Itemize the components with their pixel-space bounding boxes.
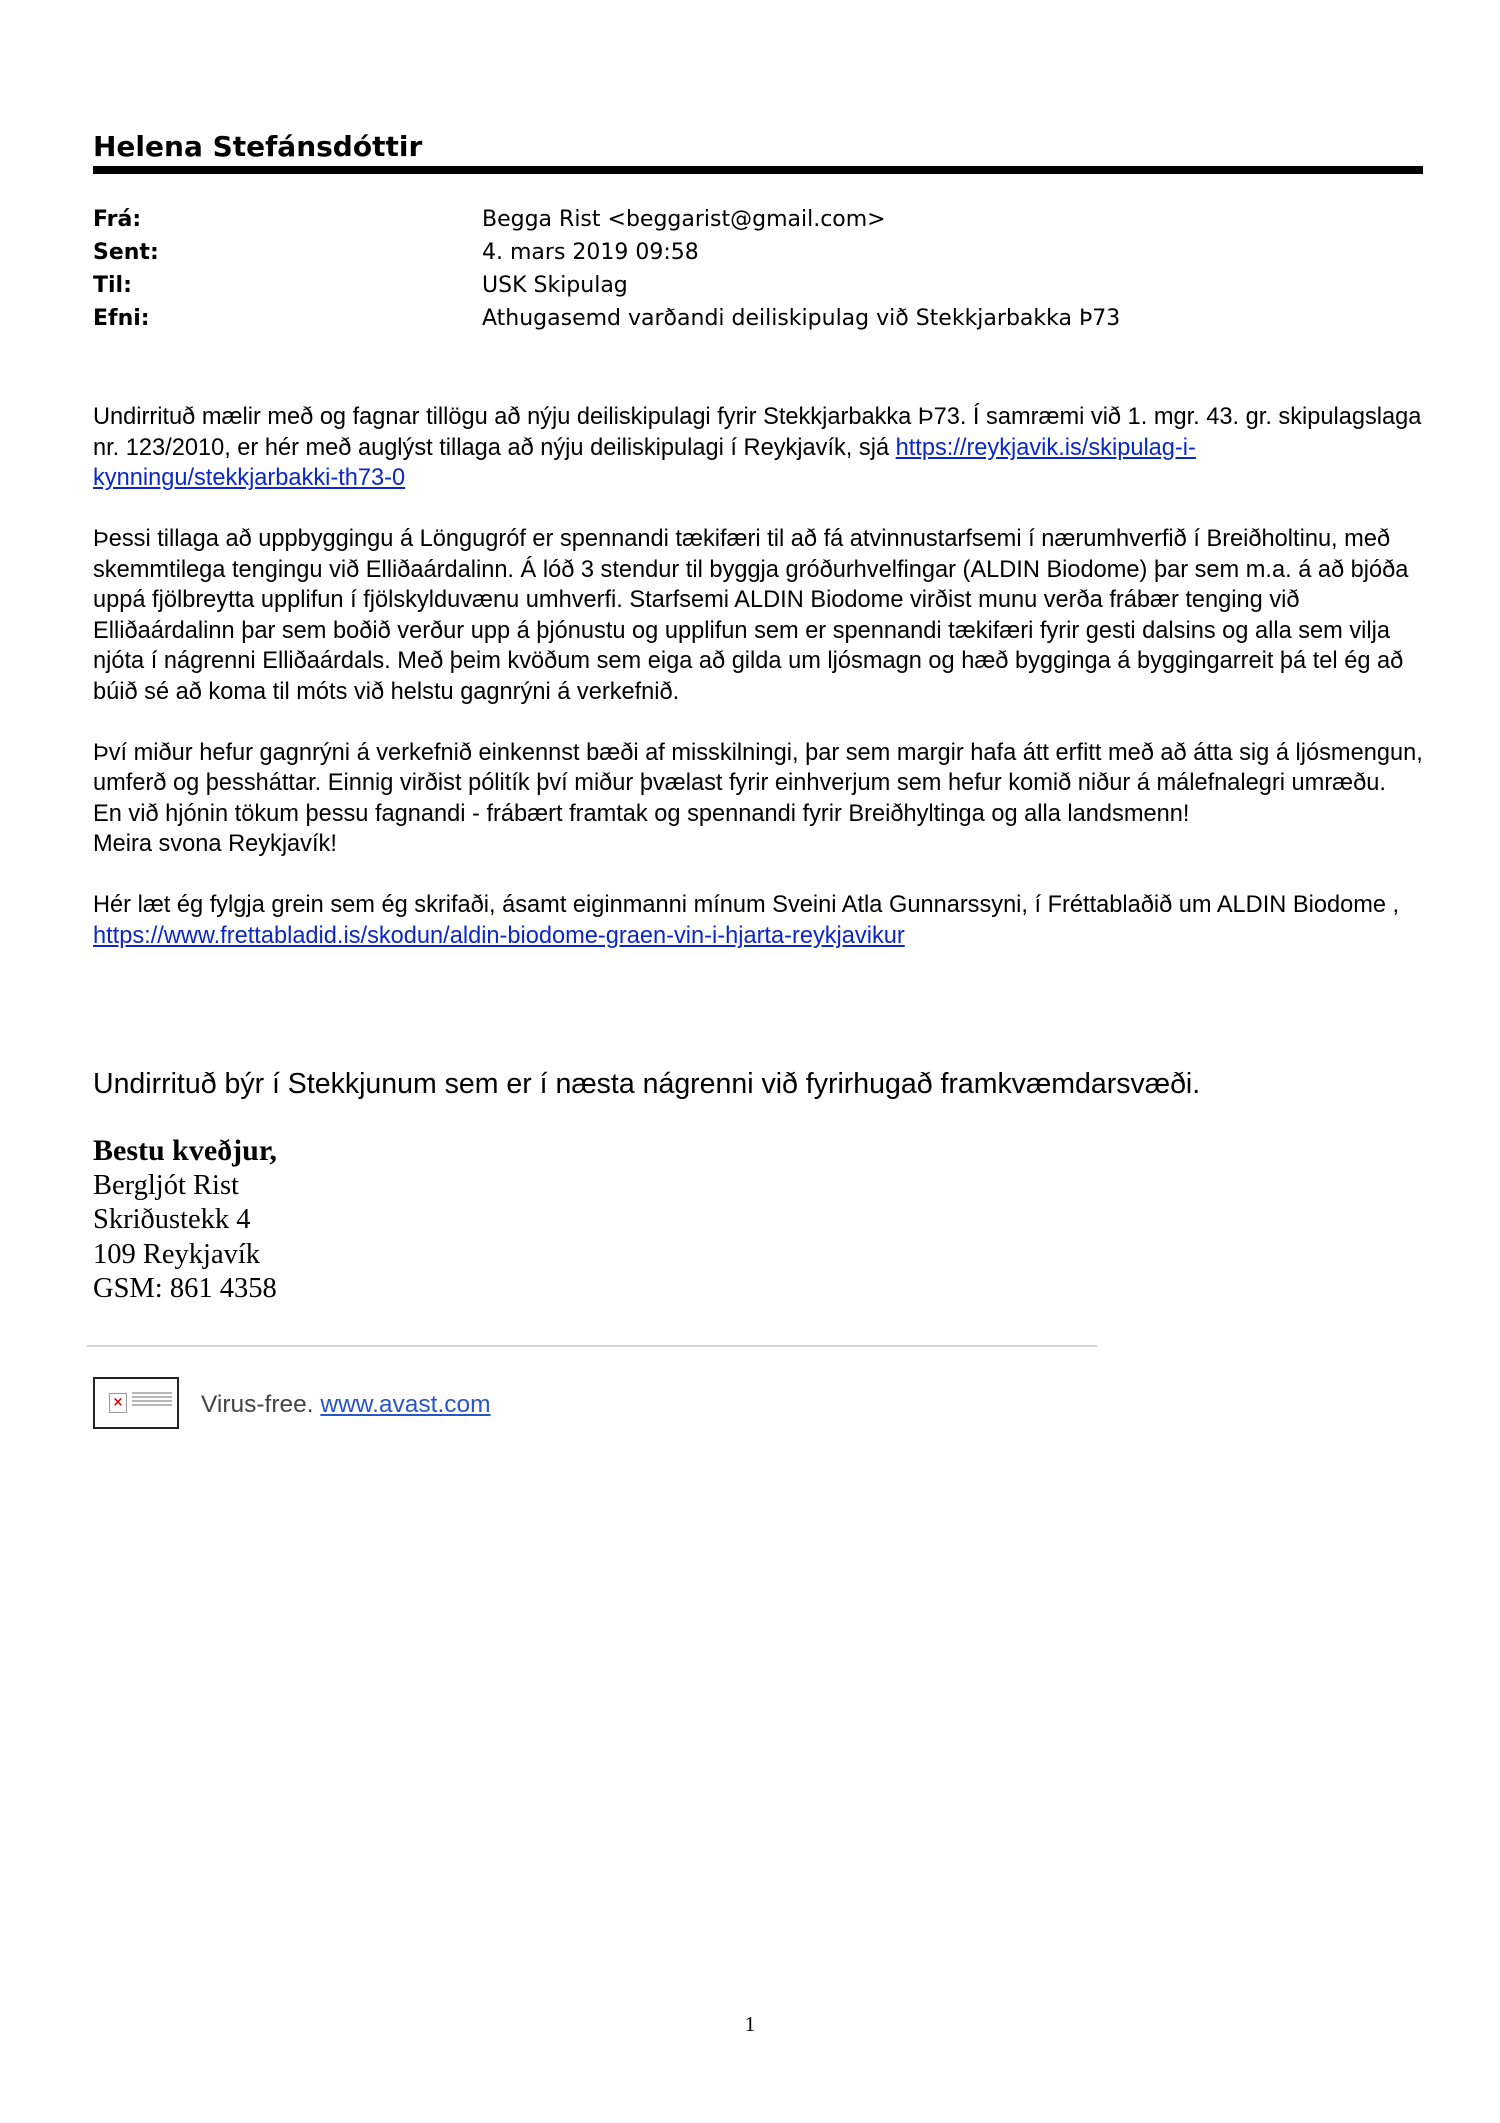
page-number: 1 [744,2012,756,2036]
virus-free-text: Virus-free. [201,1391,321,1418]
from-label: Frá: [93,207,142,232]
to-row [93,269,1423,302]
paragraph-intro [93,402,1433,494]
virus-free-line [201,1391,491,1419]
signature-city: 109 Reykjavík [93,1238,261,1270]
paragraph-intro-text: Undirrituð mælir með og fagnar tillögu að nýju deiliskipulagi fyrir Stekkjarbakka Þ73. Í samræmi við 1. mgr. 43. gr. skipulagslaga nr. 123/2010, er hér með auglýst tillaga að nýju deiliskipulagi í Reykjavík, sjá [93,404,1422,461]
sent-row [93,236,1423,269]
badge-fine-print [132,1392,172,1412]
subject-row [93,302,1423,335]
footer-divider [87,1345,1097,1347]
from-row [93,203,1423,236]
to-value: USK Skipulag [482,273,628,298]
paragraph-more: Meira svona Reykjavík! [93,831,337,857]
paragraph-article-text: Hér læt ég fylgja grein sem ég skrifaði, ásamt eiginmanni mínum Sveini Atla Gunnarssyni, í Fréttablaðið um ALDIN Biodome , [93,892,1400,918]
sent-value: 4. mars 2019 09:58 [482,240,699,265]
signature-block [93,1134,277,1307]
paragraph-proposal: Þessi tillaga að uppbyggingu á Löngugróf er spennandi tækifæri til að fá atvinnustarfsemi í nærumhverfið í Breiðholtinu, með skemmtilega tengingu við Elliðaárdalinn. Á lóð 3 stendur til byggja gróðurhvelfingar (ALDIN Biodome) þar sem m.a. á að bjóða uppá fjölbreytta upplifun í fjölskylduvænu umhverfi. Starfsemi ALDIN Biodome virðist munu verða frábær tenging við Elliðaárdalinn þar sem boðið verður upp á þjónustu og upplifun sem er spennandi tækifæri fyrir gesti dalsins og alla sem vilja njóta í nágrenni Elliðaárdals. Með þeim kvöðum sem eiga að gilda um ljósmagn og hæð bygginga á byggingarreit þá tel ég að búið sé að koma til móts við helstu gagnrýni á verkefnið. [93,526,1409,705]
signature-greeting: Bestu kveðjur, [93,1134,277,1167]
email-headers [93,203,1423,335]
print-header-name: Helena Stefánsdóttir [93,130,423,163]
frettabladid-article-link[interactable]: https://www.frettabladid.is/skodun/aldin-biodome-graen-vin-i-hjarta-reykjavikur [93,922,905,949]
avast-badge-image[interactable] [93,1377,179,1429]
paragraph-criticism: Því miður hefur gagnrýni á verkefnið einkennst bæði af misskilningi, þar sem margir hafa átt erfitt með að átta sig á ljósmengun, umferð og þessháttar. Einnig virðist pólitík því miður þvælast fyrir einhverjum sem hefur komið niður á málefnalegri umræðu. [93,739,1423,796]
avast-link[interactable]: www.avast.com [320,1391,491,1418]
signature-phone: GSM: 861 4358 [93,1273,277,1304]
paragraph-article [93,890,1433,951]
subject-label: Efni: [93,306,150,331]
paragraph-welcome: En við hjónin tökum þessu fagnandi - frábært framtak og spennandi fyrir Breiðhyltinga og alla landsmenn! [93,800,1190,827]
email-body [93,402,1433,982]
signature-street: Skriðustekk 4 [93,1204,251,1235]
broken-image-icon: × [109,1393,127,1413]
to-label: Til: [93,273,132,298]
subject-value: Athugasemd varðandi deiliskipulag við Stekkjarbakka Þ73 [482,306,1121,331]
signature-name: Bergljót Rist [93,1169,239,1201]
from-value: Begga Rist <beggarist@gmail.com> [482,207,886,232]
sent-label: Sent: [93,240,159,265]
header-rule [93,166,1423,174]
reykjavik-plan-link[interactable]: https://reykjavik.is/skipulag-i-kynningu/stekkjarbakki-th73-0 [93,434,1196,491]
residence-note: Undirrituð býr í Stekkjunum sem er í næsta nágrenni við fyrirhugað framkvæmdarsvæði. [93,1068,1201,1100]
